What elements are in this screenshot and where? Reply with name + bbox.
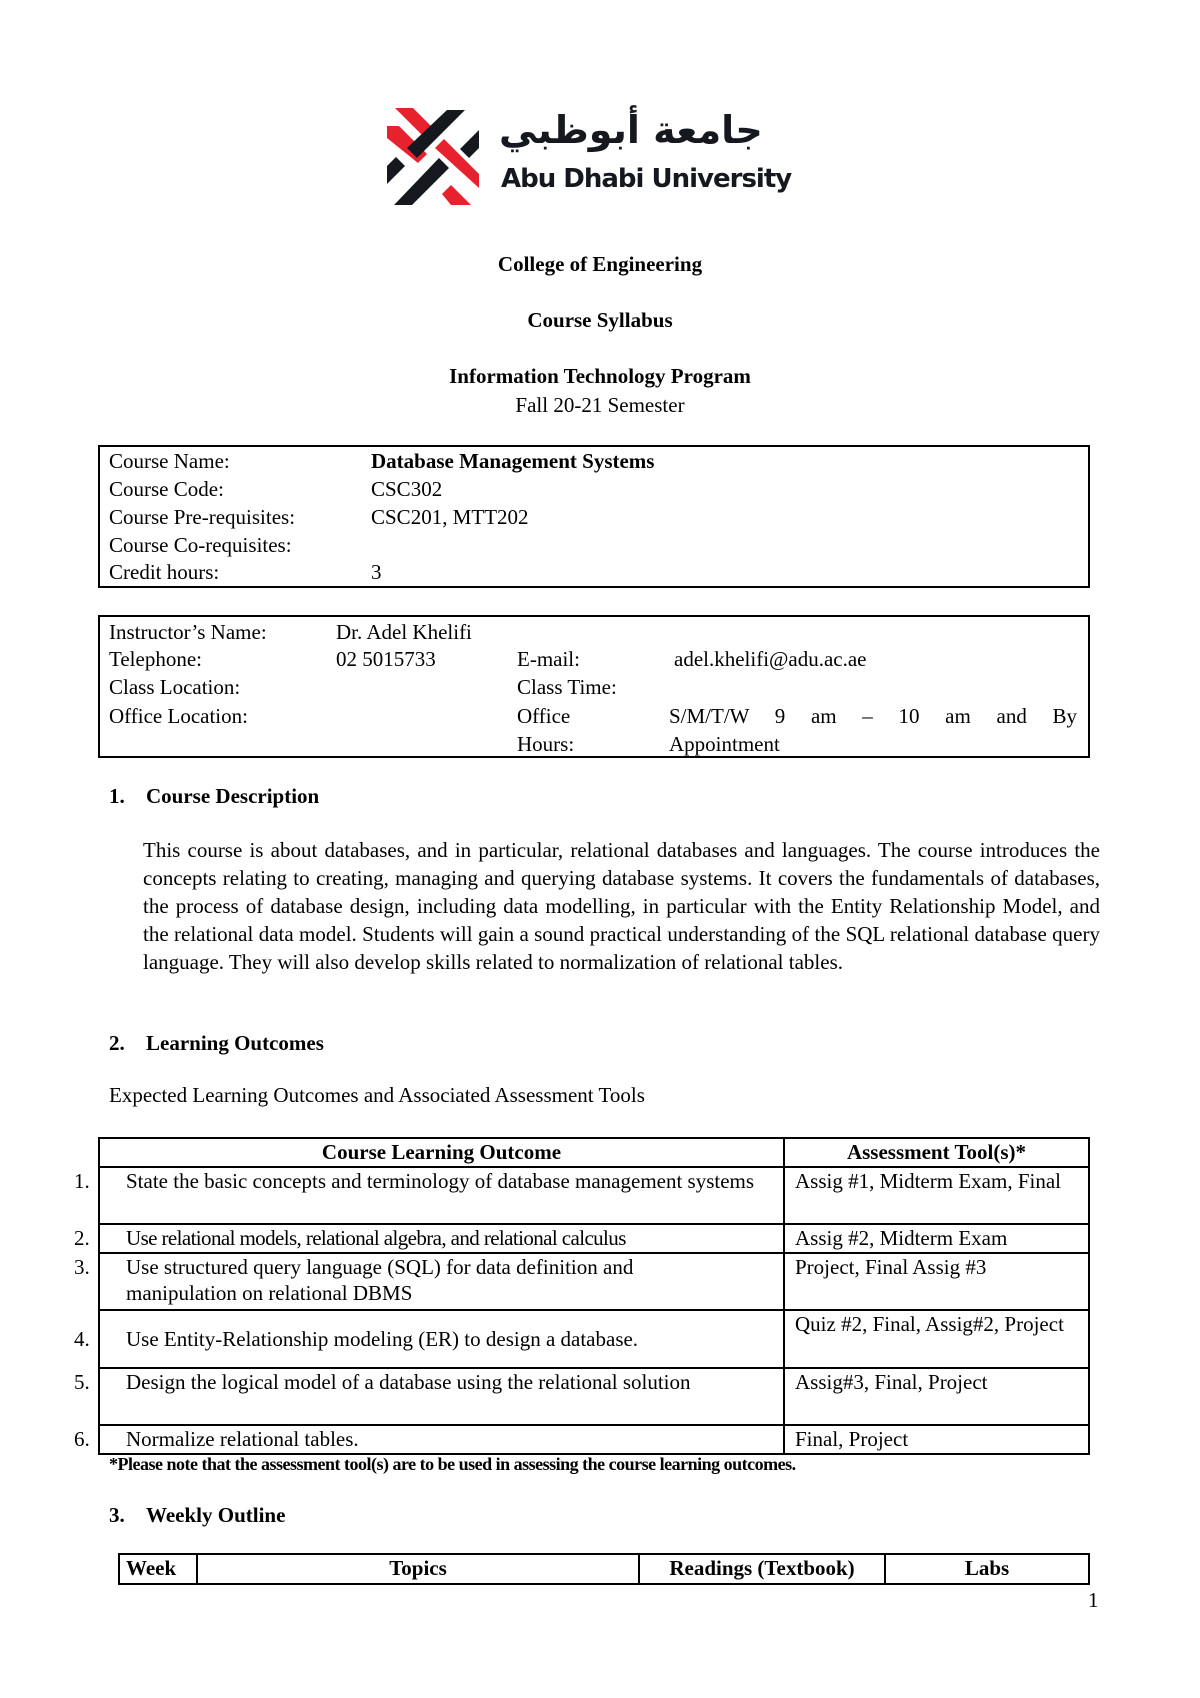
table-row — [99, 1310, 1089, 1368]
assessment-tools: Final, Project — [784, 1425, 1089, 1454]
telephone-value: 02 5015733 — [336, 647, 436, 671]
outcome-text: State the basic concepts and terminology of database management systems — [126, 1169, 755, 1193]
column-header-outcome: Course Learning Outcome — [99, 1138, 784, 1167]
table-row — [99, 1425, 1089, 1454]
semester: Fall 20-21 Semester — [515, 393, 685, 417]
office-location-label: Office Location: — [109, 704, 248, 728]
assessment-tools: Assig #2, Midterm Exam — [784, 1224, 1089, 1253]
office-hours-label: Office — [517, 704, 571, 728]
outcome-text: Normalize relational tables. — [126, 1427, 359, 1451]
class-time-label: Class Time: — [517, 675, 617, 699]
page-number: 1 — [1088, 1588, 1099, 1612]
table-row — [99, 1224, 1089, 1253]
prerequisites-value: CSC201, MTT202 — [371, 505, 529, 529]
outcome-number: 6. — [74, 1427, 90, 1451]
telephone-label: Telephone: — [109, 647, 202, 671]
credit-hours-label: Credit hours: — [109, 560, 220, 584]
logo-english-text: Abu Dhabi University — [501, 164, 792, 194]
assessment-tools: Project, Final Assig #3 — [784, 1253, 1089, 1310]
weekly-outline-table — [118, 1553, 1090, 1585]
section-2-title: Learning Outcomes — [146, 1031, 324, 1055]
document-title: Course Syllabus — [527, 308, 673, 332]
course-description: This course is about databases, and in particular, relational databases and languages. The course introduces the concepts relating to creating, managing and querying database systems. It covers the fundamentals of databases, the process of database design, including data modelling, in particular with the Entity Relationship Model, and the relational data model. Students will gain a sound practical understanding of the SQL relational database query language. They will also develop skills related to normalization of relational tables. — [143, 838, 1100, 974]
section-2-number: 2. — [109, 1031, 125, 1055]
course-name-value: Database Management Systems — [371, 449, 655, 473]
assessment-note: *Please note that the assessment tool(s) are to be used in assessing the course learning outcomes. — [109, 1454, 796, 1474]
office-hours-value: S/M/T/W 9 am – 10 am and By — [669, 704, 1077, 728]
outcomes-intro: Expected Learning Outcomes and Associated Assessment Tools — [109, 1083, 645, 1107]
table-row — [99, 1368, 1089, 1425]
column-header-assessment: Assessment Tool(s)* — [784, 1138, 1089, 1167]
credit-hours-value: 3 — [371, 560, 382, 584]
outcome-text: Use structured query language (SQL) for data definition and manipulation on relational DBMS — [126, 1255, 634, 1305]
class-location-label: Class Location: — [109, 675, 241, 699]
section-3-title: Weekly Outline — [146, 1503, 286, 1527]
course-name-label: Course Name: — [109, 449, 230, 473]
instructor-name: Dr. Adel Khelifi — [336, 620, 472, 644]
course-code-value: CSC302 — [371, 477, 443, 501]
column-header-readings: Readings (Textbook) — [639, 1554, 885, 1584]
outcome-number: 4. — [74, 1327, 90, 1351]
logo-mark-icon — [387, 108, 487, 208]
column-header-topics: Topics — [197, 1554, 639, 1584]
instructor-name-label: Instructor’s Name: — [109, 620, 267, 644]
course-code-label: Course Code: — [109, 477, 224, 501]
email-link[interactable]: adel.khelifi@adu.ac.ae — [674, 647, 867, 671]
outcome-number: 2. — [74, 1226, 90, 1250]
outcome-text: Use Entity-Relationship modeling (ER) to design a database. — [126, 1327, 639, 1351]
assessment-tools: Assig #1, Midterm Exam, Final — [784, 1167, 1089, 1224]
college-title: College of Engineering — [497, 252, 703, 276]
outcome-text: Design the logical model of a database using the relational solution — [126, 1370, 691, 1394]
logo-arabic-text: جامعة أبوظبي — [499, 108, 763, 152]
office-hours-value-2: Appointment — [669, 732, 780, 756]
office-hours-label-2: Hours: — [517, 732, 575, 756]
table-row — [99, 1167, 1089, 1224]
university-logo — [387, 108, 792, 208]
column-header-labs: Labs — [885, 1554, 1089, 1584]
outcome-number: 5. — [74, 1370, 90, 1394]
learning-outcomes-table — [74, 1137, 1090, 1455]
column-header-week: Week — [119, 1554, 197, 1584]
section-3-number: 3. — [109, 1503, 125, 1527]
program-title: Information Technology Program — [449, 364, 751, 388]
outcome-number: 3. — [74, 1255, 90, 1279]
section-1-number: 1. — [109, 784, 125, 808]
table-row — [99, 1253, 1089, 1310]
outcome-number: 1. — [74, 1169, 90, 1193]
assessment-tools: Quiz #2, Final, Assig#2, Project — [784, 1310, 1089, 1368]
assessment-tools: Assig#3, Final, Project — [784, 1368, 1089, 1425]
outcome-text: Use relational models, relational algebra, and relational calculus — [126, 1226, 626, 1250]
email-label: E-mail: — [517, 647, 580, 671]
section-1-title: Course Description — [146, 784, 320, 808]
prerequisites-label: Course Pre-requisites: — [109, 505, 296, 529]
corequisites-label: Course Co-requisites: — [109, 533, 292, 557]
